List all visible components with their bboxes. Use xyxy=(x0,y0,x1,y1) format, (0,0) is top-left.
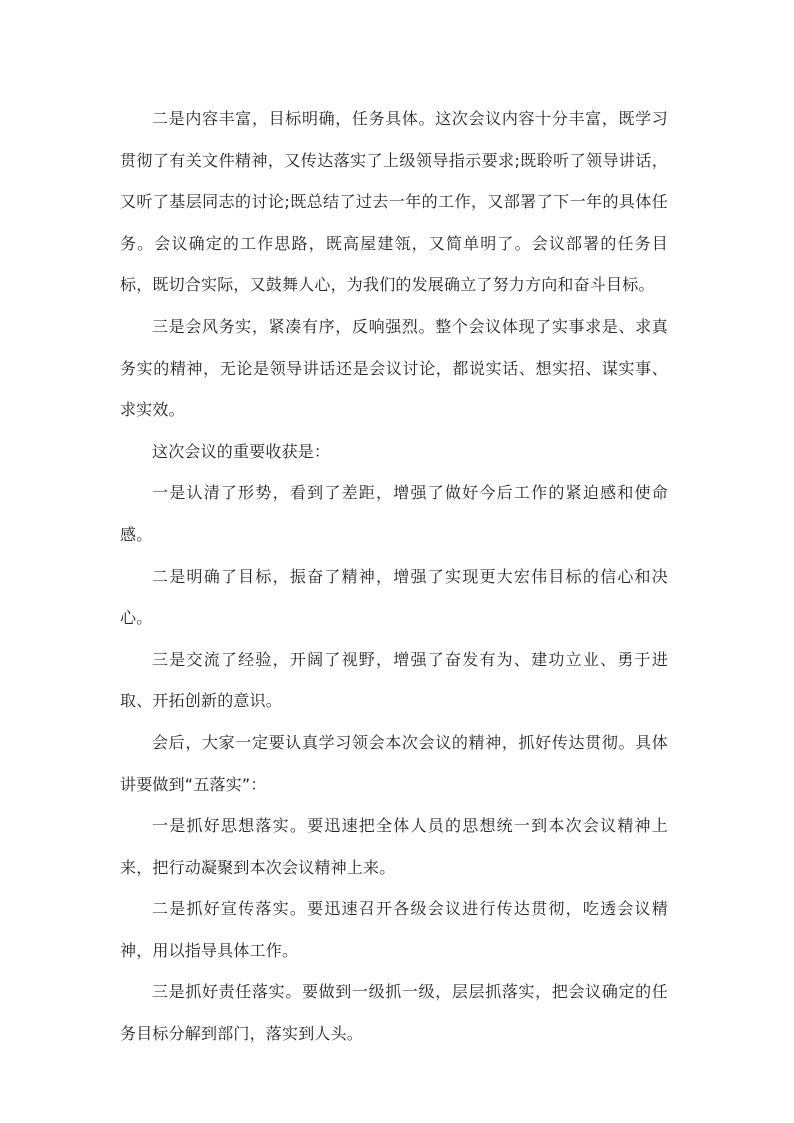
paragraph-content-rich: 二是内容丰富，目标明确，任务具体。这次会议内容十分丰富，既学习贯彻了有关文件精神，又传达落实了上级领导指示要求;既聆听了领导讲话，又听了基层同志的讨论;既总结了过去一年的工作，又部署了下一年的具体任务。会议确定的工作思路，既高屋建瓴，又简单明了。会议部署的任务目标，既切合实际，又鼓舞人心，为我们的发展确立了努力方向和奋斗目标。 xyxy=(120,109,668,295)
paragraph-gain-goals: 二是明确了目标，振奋了精神，增强了实现更大宏伟目标的信心和决心。 xyxy=(120,566,668,628)
paragraph-gains-intro: 这次会议的重要收获是： xyxy=(152,441,331,461)
paragraph-responsibility-implementation: 三是抓好责任落实。要做到一级抓一级，层层抓落实，把会议确定的任务目标分解到部门，落实到人头。 xyxy=(120,982,668,1044)
paragraph-publicity-implementation: 二是抓好宣传落实。要迅速召开各级会议进行传达贯彻，吃透会议精神，用以指导具体工作。 xyxy=(120,899,668,960)
document-page xyxy=(120,98,668,1055)
paragraph-thought-implementation: 一是抓好思想落实。要迅速把全体人员的思想统一到本次会议精神上来，把行动凝聚到本次会议精神上来。 xyxy=(120,816,668,877)
paragraph-gain-situation: 一是认清了形势，看到了差距，增强了做好今后工作的紧迫感和使命感。 xyxy=(120,483,668,544)
paragraph-after-meeting: 会后，大家一定要认真学习领会本次会议的精神，抓好传达贯彻。具体讲要做到“五落实”： xyxy=(120,732,668,794)
paragraph-gain-experience: 三是交流了经验，开阔了视野，增强了奋发有为、建功立业、勇于进取、开拓创新的意识。 xyxy=(120,649,668,711)
paragraph-practical-style: 三是会风务实，紧凑有序，反响强烈。整个会议体现了实事求是、求真务实的精神，无论是领导讲话还是会议讨论，都说实话、想实招、谋实事、求实效。 xyxy=(120,316,668,420)
